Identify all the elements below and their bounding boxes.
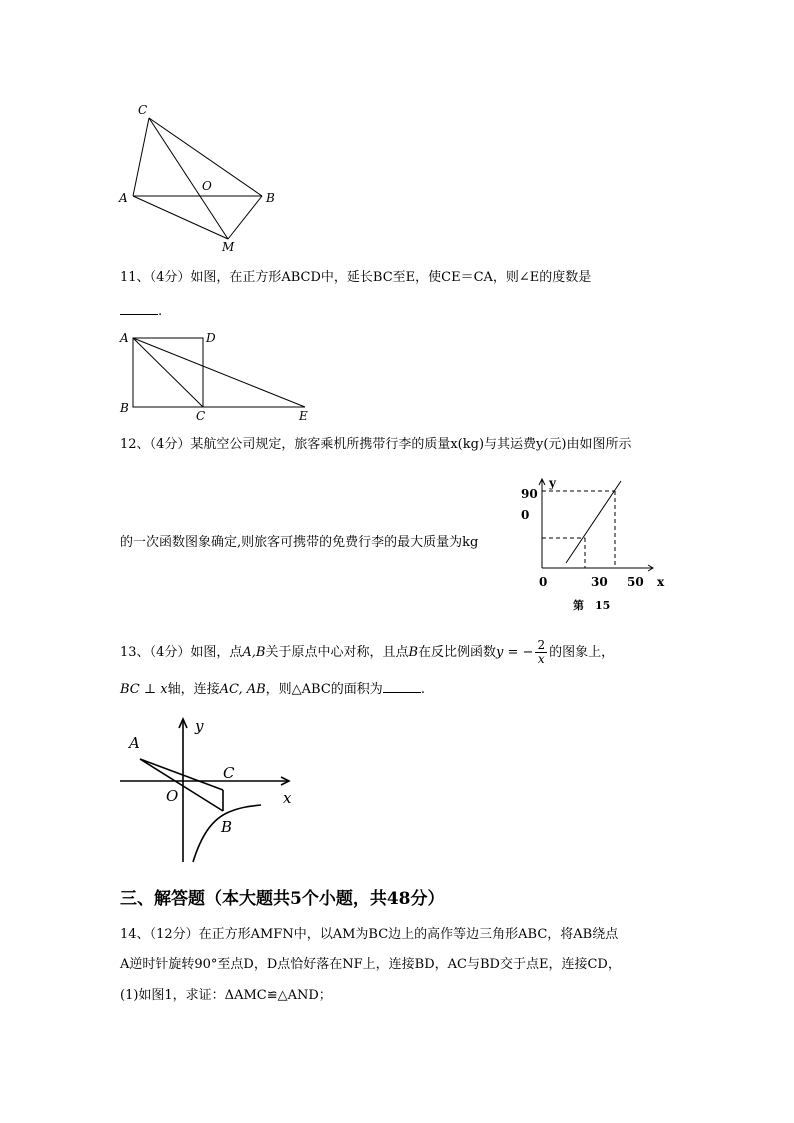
question-text: 轴，连接: [167, 682, 220, 697]
question-score: （12分）: [149, 927, 199, 942]
question-text: ，则△ABC的面积为: [265, 682, 383, 697]
label-b: B: [266, 191, 275, 205]
label-m: M: [222, 240, 235, 254]
question-number: 14: [120, 927, 137, 942]
origin-label: 0: [539, 575, 548, 589]
question-end: .: [420, 682, 425, 697]
question-text: 在反比例函数: [418, 645, 497, 660]
label-c: C: [138, 103, 148, 117]
function-lhs: y = −: [496, 645, 534, 660]
answer-blank: [383, 680, 421, 693]
question-11: 11、（4分）如图，在正方形ABCD中，延长BC至E，使CE＝CA，则∠E的度数是: [120, 270, 592, 285]
math-segments: AC, AB: [219, 682, 266, 697]
math-perpendicular: BC ⊥ x: [120, 682, 168, 697]
question-score: （4分）: [149, 270, 191, 285]
answer-blank: [120, 302, 158, 315]
question-text: 在正方形AMFN中，以AM为BC边上的高作等边三角形ABC，将AB绕点: [198, 927, 619, 942]
label-o: O: [166, 787, 179, 805]
math-points: A,B: [242, 645, 266, 660]
question-end: .: [158, 304, 163, 319]
label-c: C: [223, 764, 235, 782]
question-14-line-2: [120, 956, 621, 974]
label-b: B: [221, 818, 233, 836]
x-axis-label: x: [283, 789, 292, 807]
label-o: O: [202, 179, 212, 193]
question-13-line-2: [120, 680, 425, 699]
label-a: A: [120, 331, 129, 345]
question-text: 的图象上，: [549, 645, 615, 660]
question-score: （4分）: [149, 645, 191, 660]
section-heading: 三、解答题（本大题共5个小题，共48分）: [120, 889, 445, 909]
question-number: 11: [120, 270, 137, 285]
label-b: B: [120, 401, 129, 415]
figure-inverse-proportion-graph: [115, 712, 310, 872]
y-axis-label: y: [195, 717, 204, 735]
question-text: 关于原点中心对称，且点: [265, 645, 409, 660]
figure-square-abcd: [110, 326, 325, 424]
figure-caption: 第 15: [573, 599, 611, 612]
question-text: A逆时针旋转90°至点D，D点恰好落在NF上，连接BD，AC与BD交于点E，连接CD，: [120, 957, 621, 972]
question-number: 13: [120, 645, 137, 660]
tick-label-50: 50: [627, 575, 644, 589]
math-point-b: B: [408, 645, 419, 660]
question-number: 12: [120, 437, 137, 452]
question-11-answer-line: [120, 302, 162, 321]
tick-label-30: 30: [591, 575, 608, 589]
label-c: C: [196, 409, 206, 423]
label-a: A: [119, 191, 128, 205]
figure-quadrilateral-acbm: [110, 98, 290, 260]
y-axis-label: y: [549, 476, 556, 490]
question-text: 的一次函数图象确定,则旅客可携带的免费行李的最大质量为kg: [120, 535, 479, 550]
question-text: 如图，在正方形ABCD中，延长BC至E，使CE＝CA，则∠E的度数是: [190, 270, 592, 285]
question-score: （4分）: [149, 437, 191, 452]
question-12-line-1: 12、（4分）某航空公司规定，旅客乘机所携带行李的质量x(kg)与其运费y(元)由如图所示: [120, 437, 632, 452]
tick-label-0: 0: [521, 508, 530, 522]
label-e: E: [299, 409, 308, 423]
question-12-line-2: [120, 534, 478, 552]
fraction-numerator: 2: [537, 638, 546, 652]
label-a: A: [129, 734, 140, 752]
tick-label-90: 90: [521, 487, 538, 501]
fraction: [535, 639, 547, 666]
question-14-line-1: 14、（12分）在正方形AMFN中，以AM为BC边上的高作等边三角形ABC，将AB绕点: [120, 927, 619, 942]
fraction-denominator: x: [537, 652, 545, 666]
question-14-line-3: [120, 987, 332, 1005]
question-13-line-1: 13、（4分）如图，点A,B关于原点中心对称，且点B在反比例函数y = − $\frac{2}{x}$ 的图象上，: [120, 638, 615, 666]
x-axis-label: x: [657, 575, 665, 589]
question-text: 如图，点: [190, 645, 243, 660]
label-d: D: [206, 331, 216, 345]
figure-linear-function-graph: [512, 474, 672, 592]
question-text: (1)如图1，求证：ΔAMC≌△AND；: [120, 988, 332, 1003]
question-text: 某航空公司规定，旅客乘机所携带行李的质量x(kg)与其运费y(元)由如图所示: [190, 437, 632, 452]
